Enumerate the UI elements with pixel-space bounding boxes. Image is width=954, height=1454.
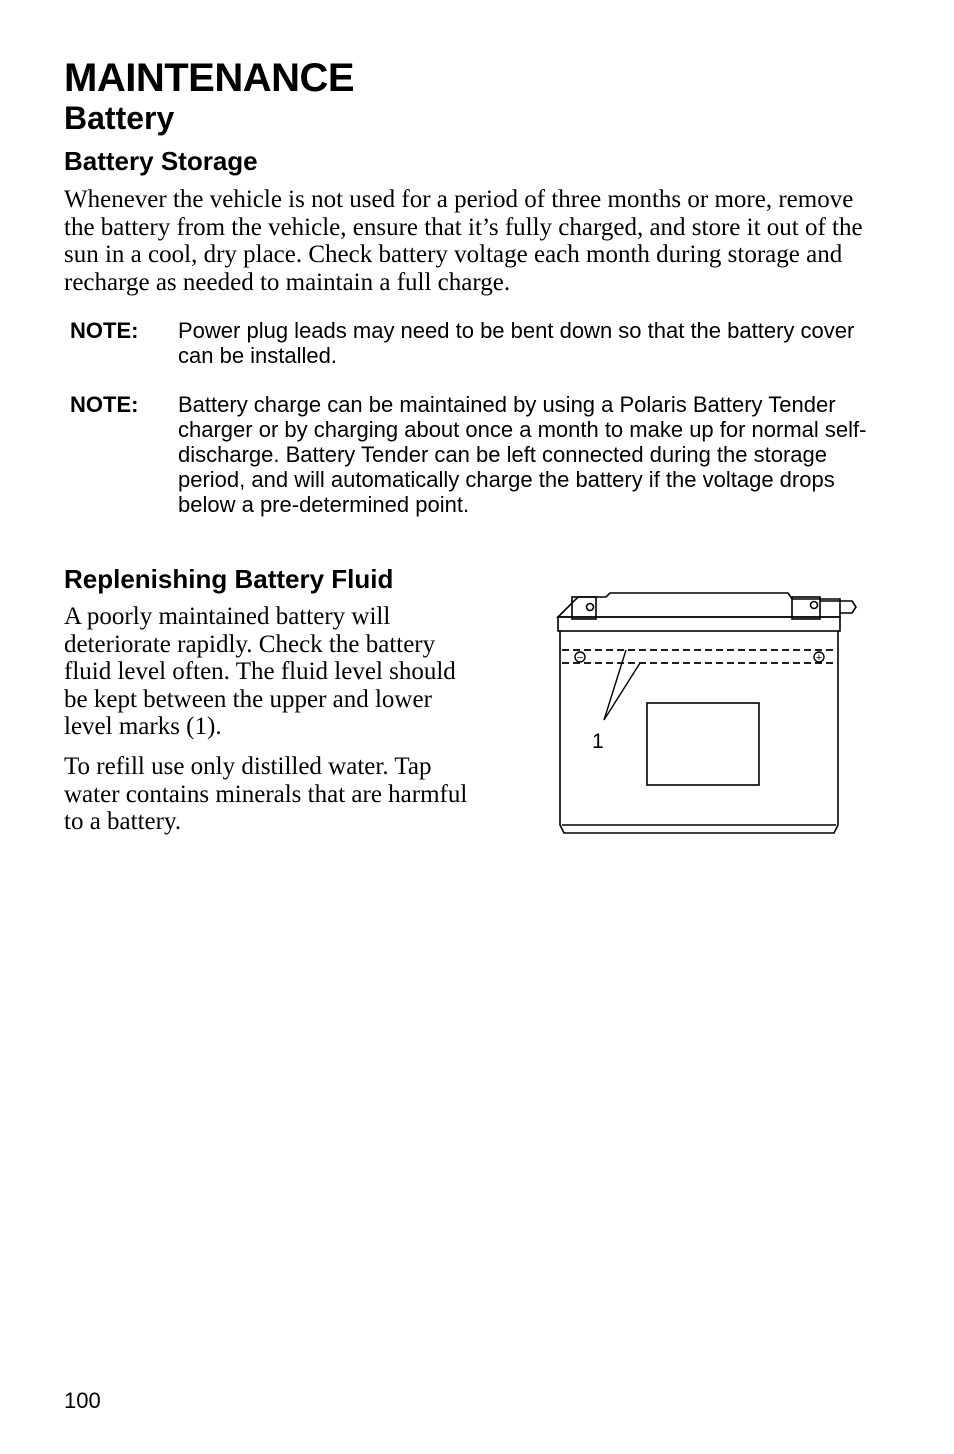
battery-storage-heading: Battery Storage: [64, 146, 258, 176]
note-2: [70, 392, 867, 544]
fluid-level-marks: [562, 650, 836, 663]
replenishing-fluid-heading: Replenishing Battery Fluid: [64, 564, 394, 594]
note-label: NOTE:: [70, 318, 139, 343]
negative-terminal-symbol: [575, 652, 585, 664]
callout-leader: [604, 650, 640, 720]
page-number: 100: [64, 1388, 101, 1413]
fluid-paragraph-2: To refill use only distilled water. Tap water contains minerals that are harmful to a battery.: [64, 753, 468, 836]
battery-storage-paragraph: Whenever the vehicle is not used for a period of three months or more, remove the battery from the vehicle, ensure that it’s fully charged, and store it out of the sun in a cool, dry place. Check battery voltage each month during storage and recharge as needed to maintain a full charge.: [64, 186, 863, 296]
positive-terminal-symbol: [814, 652, 824, 664]
fluid-paragraph-1: A poorly maintained battery will deteriorate rapidly. Check the battery fluid level often. The fluid level should be kept between the upper and lower level marks (1).: [64, 603, 456, 741]
note-1: [70, 318, 860, 370]
page-title: MAINTENANCE: [64, 56, 355, 100]
note-text: Battery charge can be maintained by using a Polaris Battery Tender charger or by charging about once a month to make up for normal self-discharge. Battery Tender can be left connected during the storage period, and will automatically charge the battery if the voltage drops below a pre-determined point.: [178, 392, 867, 517]
note-text: Power plug leads may need to be bent down so that the battery cover can be installed.: [178, 318, 855, 368]
section-title: Battery: [64, 100, 175, 136]
callout-number: 1: [592, 730, 604, 753]
battery-outline: [558, 593, 856, 833]
positive-symbol-text: +: [815, 652, 823, 664]
battery-diagram: [548, 585, 868, 845]
negative-symbol-text: −: [576, 652, 584, 664]
note-label: NOTE:: [70, 392, 139, 417]
